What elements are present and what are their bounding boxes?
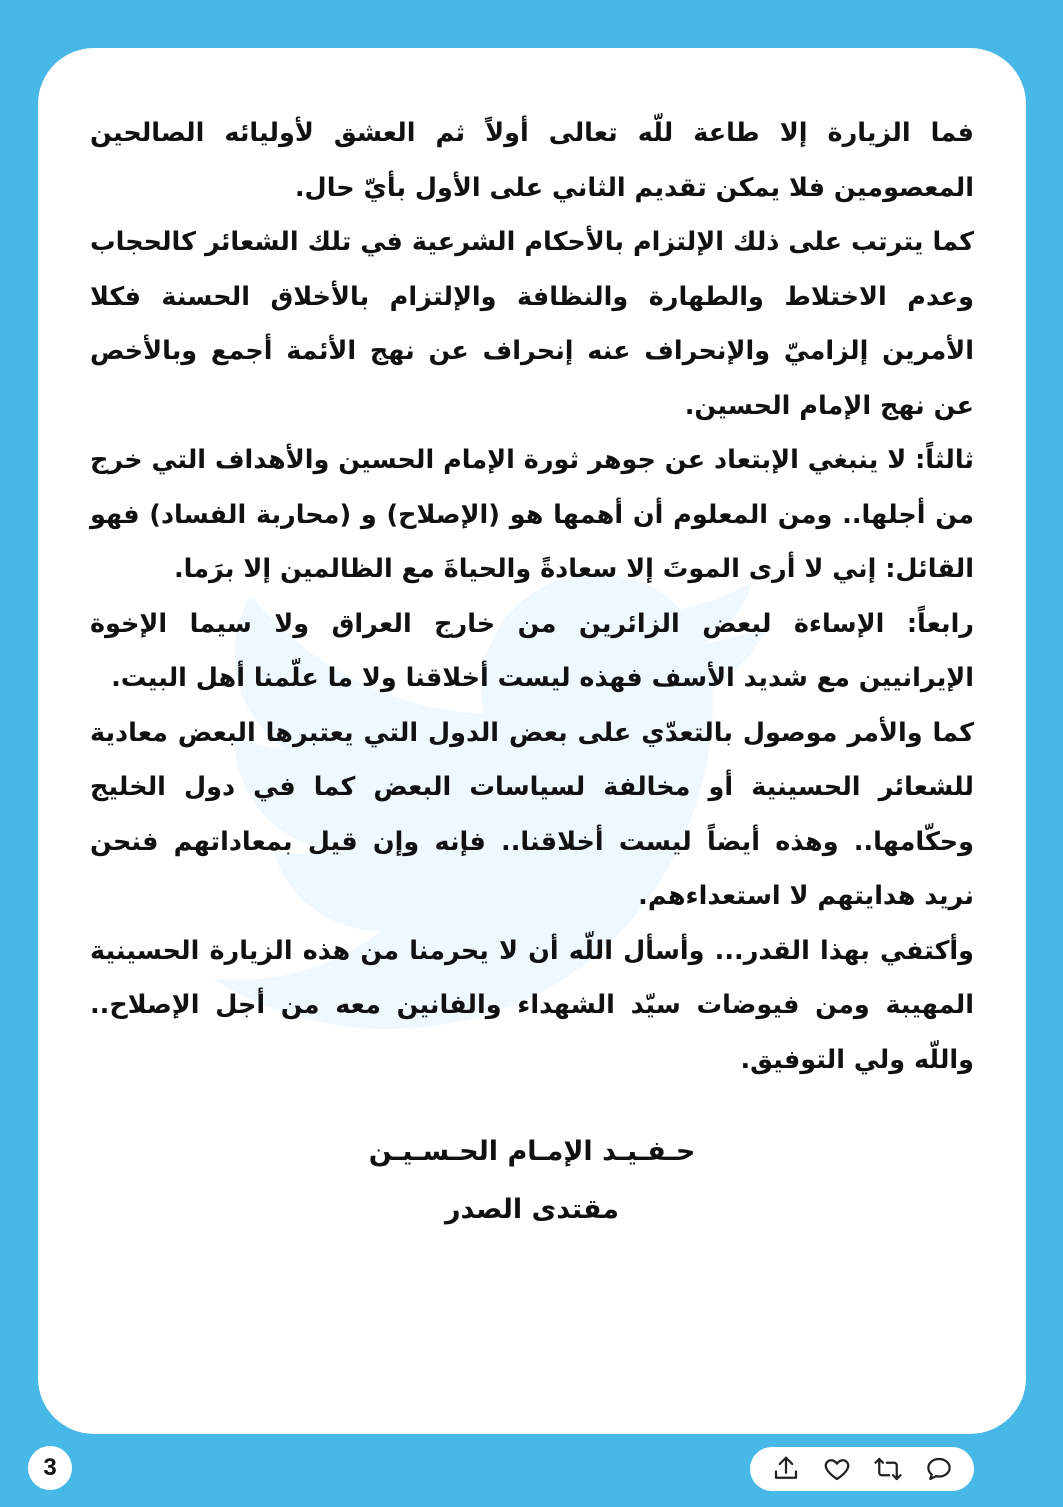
heart-icon[interactable] [820, 1452, 854, 1486]
paragraph-text: وأكتفي بهذا القدر... وأسأل اللّه أن لا يحرمنا من هذه الزيارة الحسينية المهيبة ومن فيوضات سيّد الشهداء والفانين معه من أجل الإصلاح.. واللّه ولي التوفيق. [90, 935, 974, 1075]
paragraph-text: فما الزيارة إلا طاعة للّه تعالى أولاً ثم العشق لأوليائه الصالحين المعصومين فلا يمكن تقديم الثاني على الأول بأيّ حال. [90, 118, 974, 203]
signature-name: مقتدى الصدر [444, 1194, 620, 1225]
paragraph-3 [90, 433, 974, 597]
signature-title: حـفـيـد الإمـام الحـسـيـن [368, 1136, 696, 1167]
signature-block [38, 1123, 1026, 1239]
paragraph-lead-third: ثالثاً: [915, 445, 974, 475]
share-icon[interactable] [769, 1452, 803, 1486]
paragraph-2 [90, 215, 974, 433]
paragraph-1 [90, 106, 974, 215]
paragraph-6 [90, 924, 974, 1088]
reply-icon[interactable] [922, 1452, 956, 1486]
page-number-badge: 3 [28, 1446, 72, 1490]
retweet-icon[interactable] [871, 1452, 905, 1486]
paragraph-lead-fourth: رابعاً: [906, 608, 974, 639]
paragraph-text: الإساءة لبعض الزائرين من خارج العراق ولا سيما الإخوة الإيرانيين مع شديد الأسف فهذه ليست أخلاقنا ولا ما علّمنا أهل البيت. [90, 608, 974, 693]
page-card [38, 48, 1026, 1434]
paragraph-text: كما يترتب على ذلك الإلتزام بالأحكام الشرعية في تلك الشعائر كالحجاب وعدم الاختلاط والطهارة والنظافة والإلتزام بالأخلاق الحسنة فكلا الأمرين إلزاميّ والإنحراف عنه إنحراف عن نهج الأئمة أجمع وبالأخص عن نهج الإمام الحسين. [90, 227, 974, 421]
paragraph-text: كما والأمر موصول بالتعدّي على بعض الدول التي يعتبرها البعض معادية للشعائر الحسينية أو مخالفة لسياسات البعض كما في دول الخليج وحكّامها.. وهذه أيضاً ليست أخلاقنا.. فإنه وإن قيل بمعاداتهم فنحن نريد هدايتهم لا استعداءهم. [90, 717, 974, 911]
statement-body [90, 106, 974, 1087]
paragraph-4 [90, 597, 974, 706]
tweet-action-bar [750, 1447, 974, 1491]
paragraph-text: لا ينبغي الإبتعاد عن جوهر ثورة الإمام الحسين والأهداف التي خرج من أجلها.. ومن المعلوم أن أهمها هو (الإصلاح) و (محاربة الفساد) فهو القائل: إني لا أرى الموتَ إلا سعادةً والحياةَ مع الظالمين إلا برَما. [90, 445, 974, 584]
paragraph-5 [90, 706, 974, 924]
